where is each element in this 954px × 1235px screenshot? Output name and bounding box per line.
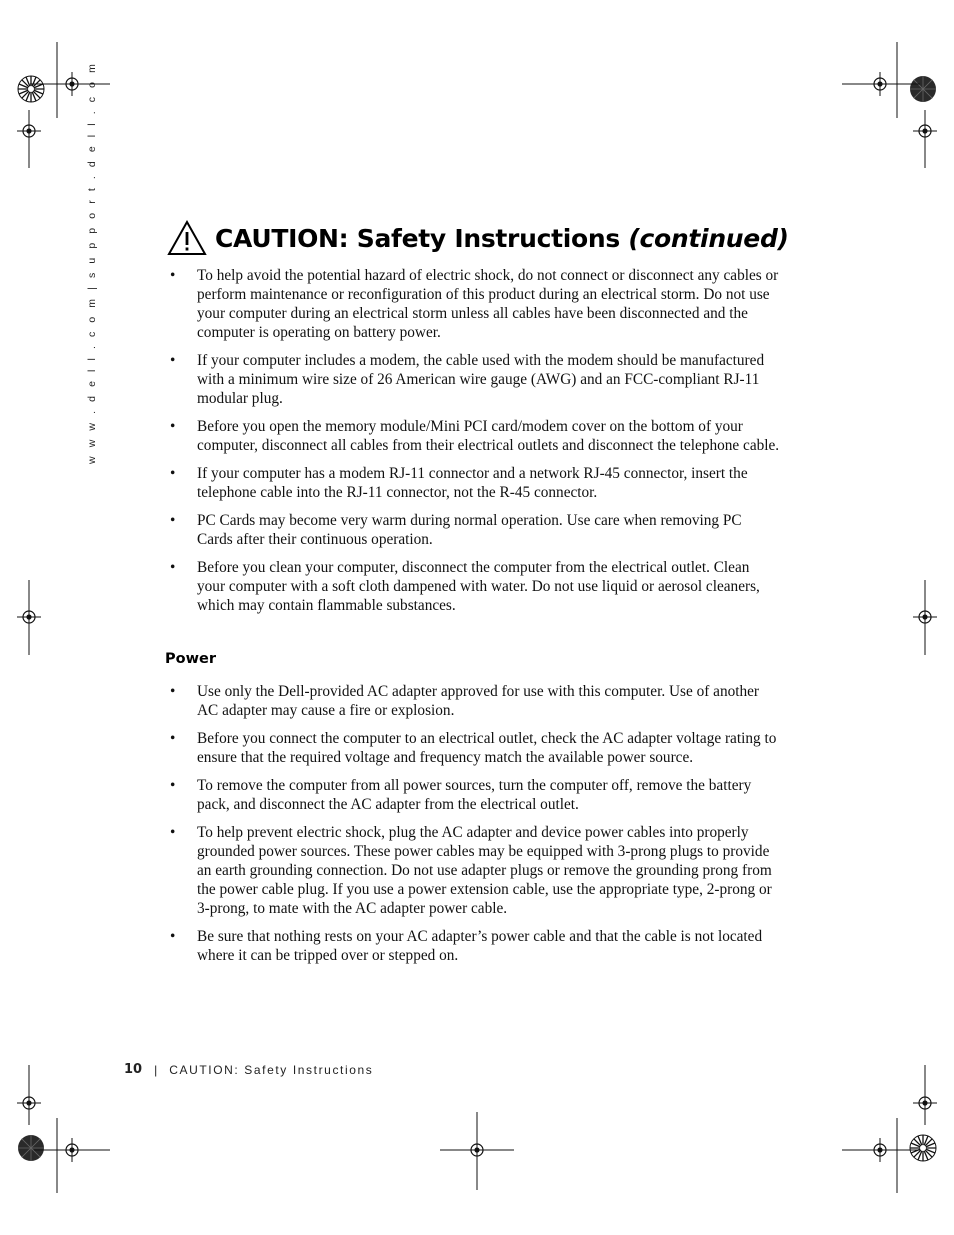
title-continued: (continued) <box>628 223 789 253</box>
list-item: • To remove the computer from all power sources, turn the computer off, remove the battery pack, and disconnect the AC adapter from the electrical outlet. <box>170 777 752 813</box>
list-item: • If your computer has a modem RJ-11 connector and a network RJ-45 connector, insert the telephone cable into the RJ-11 connector, not the R-45 connector. <box>170 465 748 501</box>
page-number: 10 <box>124 1062 143 1077</box>
side-url-text: w w w . d e l l . c o m | s u p p o r t . d e l l . c o m <box>86 61 98 464</box>
footer-separator: | <box>154 1062 158 1077</box>
list-item: • To help avoid the potential hazard of electric shock, do not connect or disconnect any cables or perform maintenance or reconfiguration of this product during an electrical storm. Do not use your computer during an electrical storm unless all cables have been disconnected and the computer is operating on battery power. <box>170 267 779 341</box>
list-item: • Be sure that nothing rests on your AC adapter’s power cable and that the cable is not located where it can be tripped over or stepped on. <box>170 928 763 964</box>
list-item: • Before you open the memory module/Mini PCI card/modem cover on the bottom of your computer, disconnect all cables from their electrical outlets and disconnect the telephone cable. <box>170 418 780 454</box>
title-main: CAUTION: Safety Instructions <box>215 223 629 253</box>
power-bullet-list <box>170 682 780 974</box>
page-title <box>167 218 789 258</box>
list-item: • Before you clean your computer, disconnect the computer from the electrical outlet. Clean your computer with a soft cloth dampened with water. Do not use liquid or aerosol cleaners, which may contain flammable substances. <box>170 559 760 614</box>
section-heading-power: Power <box>165 651 216 667</box>
list-item: • Use only the Dell-provided AC adapter approved for use with this computer. Use of another AC adapter may cause a fire or explosion. <box>170 683 760 719</box>
page-footer <box>124 1062 373 1077</box>
footer-label: CAUTION: Safety Instructions <box>169 1062 374 1077</box>
list-item: • If your computer includes a modem, the cable used with the modem should be manufactured with a minimum wire size of 26 American wire gauge (AWG) and an FCC-compliant RJ-11 modular plug. <box>170 352 765 407</box>
list-item: • Before you connect the computer to an electrical outlet, check the AC adapter voltage rating to ensure that the required voltage and frequency match the available power source. <box>170 730 777 766</box>
warning-triangle-icon <box>167 220 207 256</box>
list-item: • PC Cards may become very warm during normal operation. Use care when removing PC Cards after their continuous operation. <box>170 512 742 548</box>
safety-bullet-list <box>170 266 780 624</box>
list-item: • To help prevent electric shock, plug the AC adapter and device power cables into properly grounded power sources. These power cables may be equipped with 3-prong plugs to provide an earth grounding connection. Do not use adapter plugs or remove the grounding prong from the power cable plug. If you use a power extension cable, use the appropriate type, 2-prong or 3-prong, to mate with the AC adapter power cable. <box>170 824 772 917</box>
